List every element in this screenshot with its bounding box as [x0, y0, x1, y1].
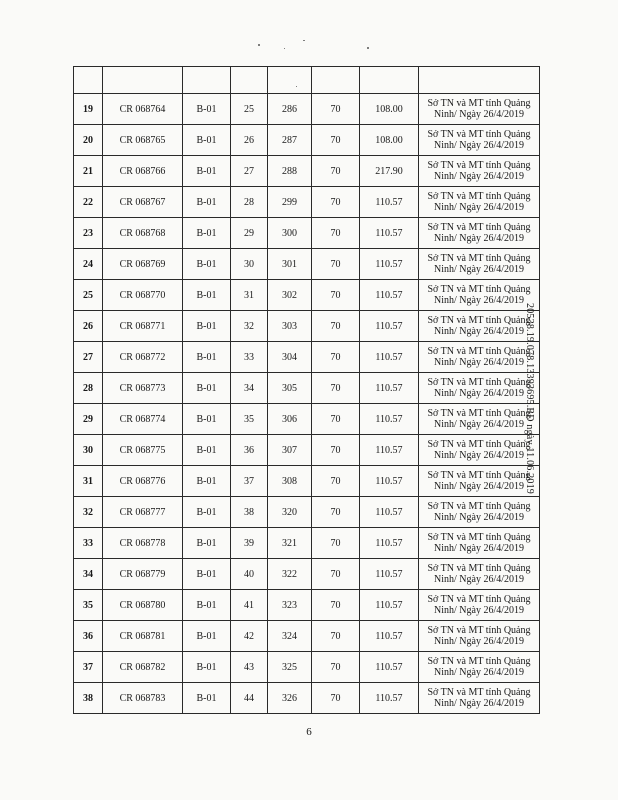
parcel-number-cell: 44 [231, 683, 268, 714]
entry-number-cell: 320 [268, 497, 312, 528]
area-cell: 110.57 [360, 404, 419, 435]
map-sheet-cell: B-01 [183, 187, 231, 218]
issuing-authority-cell [419, 621, 540, 652]
table-row [74, 559, 540, 590]
issuing-authority-line: Sở TN và MT tỉnh Quảng [427, 470, 531, 481]
duration-cell: 70 [312, 249, 360, 280]
scan-speck [303, 40, 305, 41]
empty-cell [268, 67, 312, 94]
issuing-authority-line: Ninh/ Ngày 26/4/2019 [434, 450, 524, 461]
map-sheet-cell: B-01 [183, 559, 231, 590]
entry-number-cell: 307 [268, 435, 312, 466]
issuing-authority-cell [419, 528, 540, 559]
area-cell: 110.57 [360, 342, 419, 373]
issuing-authority-line: Sở TN và MT tỉnh Quảng [427, 439, 531, 450]
empty-cell [231, 67, 268, 94]
entry-number-cell: 322 [268, 559, 312, 590]
certificate-serial-cell: CR 068767 [103, 187, 183, 218]
row-number-cell: 19 [74, 94, 103, 125]
entry-number-cell: 326 [268, 683, 312, 714]
table-body [74, 67, 540, 714]
table-row [74, 466, 540, 497]
entry-number-cell: 305 [268, 373, 312, 404]
duration-cell: 70 [312, 373, 360, 404]
entry-number-cell: 287 [268, 125, 312, 156]
map-sheet-cell: B-01 [183, 311, 231, 342]
table-row [74, 590, 540, 621]
certificate-serial-cell: CR 068777 [103, 497, 183, 528]
area-cell: 110.57 [360, 683, 419, 714]
issuing-authority-line: Ninh/ Ngày 26/4/2019 [434, 233, 524, 244]
duration-cell: 70 [312, 280, 360, 311]
parcel-number-cell: 43 [231, 652, 268, 683]
row-number-cell: 38 [74, 683, 103, 714]
entry-number-cell: 299 [268, 187, 312, 218]
land-certificate-table [73, 66, 540, 714]
issuing-authority-line: Ninh/ Ngày 26/4/2019 [434, 171, 524, 182]
parcel-number-cell: 42 [231, 621, 268, 652]
parcel-number-cell: 41 [231, 590, 268, 621]
table-row [74, 621, 540, 652]
duration-cell: 70 [312, 497, 360, 528]
map-sheet-cell: B-01 [183, 652, 231, 683]
issuing-authority-line: Sở TN và MT tỉnh Quảng [427, 532, 531, 543]
area-cell: 110.57 [360, 187, 419, 218]
table-row [74, 156, 540, 187]
vertical-registration-stamp [519, 284, 539, 512]
scan-speck [258, 44, 260, 46]
map-sheet-cell: B-01 [183, 125, 231, 156]
certificate-serial-cell: CR 068764 [103, 94, 183, 125]
issuing-authority-line: Ninh/ Ngày 26/4/2019 [434, 388, 524, 399]
entry-number-cell: 303 [268, 311, 312, 342]
row-number-cell: 37 [74, 652, 103, 683]
map-sheet-cell: B-01 [183, 683, 231, 714]
issuing-authority-line: Sở TN và MT tỉnh Quảng [427, 594, 531, 605]
empty-cell [183, 67, 231, 94]
issuing-authority-cell [419, 125, 540, 156]
map-sheet-cell: B-01 [183, 621, 231, 652]
certificate-serial-cell: CR 068774 [103, 404, 183, 435]
map-sheet-cell: B-01 [183, 94, 231, 125]
area-cell: 110.57 [360, 559, 419, 590]
duration-cell: 70 [312, 528, 360, 559]
scan-speck [284, 48, 285, 49]
certificate-serial-cell: CR 068776 [103, 466, 183, 497]
parcel-number-cell: 40 [231, 559, 268, 590]
parcel-number-cell: 38 [231, 497, 268, 528]
map-sheet-cell: B-01 [183, 342, 231, 373]
table-row [74, 311, 540, 342]
map-sheet-cell: B-01 [183, 373, 231, 404]
entry-number-cell: 321 [268, 528, 312, 559]
issuing-authority-line: Sở TN và MT tỉnh Quảng [427, 377, 531, 388]
row-number-cell: 23 [74, 218, 103, 249]
parcel-number-cell: 30 [231, 249, 268, 280]
certificate-serial-cell: CR 068781 [103, 621, 183, 652]
parcel-number-cell: 36 [231, 435, 268, 466]
issuing-authority-cell [419, 249, 540, 280]
issuing-authority-line: Sở TN và MT tỉnh Quảng [427, 253, 531, 264]
issuing-authority-line: Ninh/ Ngày 26/4/2019 [434, 202, 524, 213]
table-row [74, 683, 540, 714]
entry-number-cell: 323 [268, 590, 312, 621]
issuing-authority-line: Ninh/ Ngày 26/4/2019 [434, 109, 524, 120]
empty-cell [74, 67, 103, 94]
table-row [74, 187, 540, 218]
area-cell: 108.00 [360, 125, 419, 156]
duration-cell: 70 [312, 125, 360, 156]
parcel-number-cell: 34 [231, 373, 268, 404]
area-cell: 110.57 [360, 652, 419, 683]
certificate-serial-cell: CR 068782 [103, 652, 183, 683]
issuing-authority-line: Sở TN và MT tỉnh Quảng [427, 129, 531, 140]
row-number-cell: 30 [74, 435, 103, 466]
certificate-serial-cell: CR 068779 [103, 559, 183, 590]
row-number-cell: 35 [74, 590, 103, 621]
duration-cell: 70 [312, 342, 360, 373]
certificate-serial-cell: CR 068771 [103, 311, 183, 342]
issuing-authority-line: Sở TN và MT tỉnh Quảng [427, 408, 531, 419]
area-cell: 110.57 [360, 497, 419, 528]
certificate-serial-cell: CR 068772 [103, 342, 183, 373]
scan-speck [367, 47, 369, 49]
certificate-serial-cell: CR 068775 [103, 435, 183, 466]
issuing-authority-line: Sở TN và MT tỉnh Quảng [427, 563, 531, 574]
entry-number-cell: 308 [268, 466, 312, 497]
area-cell: 110.57 [360, 590, 419, 621]
table-row [74, 94, 540, 125]
parcel-number-cell: 35 [231, 404, 268, 435]
issuing-authority-line: Ninh/ Ngày 26/4/2019 [434, 481, 524, 492]
map-sheet-cell: B-01 [183, 435, 231, 466]
issuing-authority-line: Ninh/ Ngày 26/4/2019 [434, 667, 524, 678]
parcel-number-cell: 25 [231, 94, 268, 125]
area-cell: 110.57 [360, 435, 419, 466]
empty-cell [103, 67, 183, 94]
row-number-cell: 20 [74, 125, 103, 156]
entry-number-cell: 286 [268, 94, 312, 125]
empty-cell [360, 67, 419, 94]
area-cell: 110.57 [360, 311, 419, 342]
map-sheet-cell: B-01 [183, 249, 231, 280]
issuing-authority-cell [419, 187, 540, 218]
certificate-serial-cell: CR 068778 [103, 528, 183, 559]
area-cell: 110.57 [360, 528, 419, 559]
area-cell: 110.57 [360, 249, 419, 280]
area-cell: 110.57 [360, 373, 419, 404]
row-number-cell: 36 [74, 621, 103, 652]
row-number-cell: 21 [74, 156, 103, 187]
row-number-cell: 32 [74, 497, 103, 528]
parcel-number-cell: 28 [231, 187, 268, 218]
issuing-authority-line: Ninh/ Ngày 26/4/2019 [434, 419, 524, 430]
entry-number-cell: 324 [268, 621, 312, 652]
parcel-number-cell: 33 [231, 342, 268, 373]
issuing-authority-cell [419, 590, 540, 621]
parcel-number-cell: 32 [231, 311, 268, 342]
entry-number-cell: 300 [268, 218, 312, 249]
issuing-authority-line: Sở TN và MT tỉnh Quảng [427, 222, 531, 233]
issuing-authority-line: Sở TN và MT tỉnh Quảng [427, 284, 531, 295]
duration-cell: 70 [312, 590, 360, 621]
certificate-serial-cell: CR 068773 [103, 373, 183, 404]
map-sheet-cell: B-01 [183, 497, 231, 528]
issuing-authority-line: Sở TN và MT tỉnh Quảng [427, 656, 531, 667]
map-sheet-cell: B-01 [183, 218, 231, 249]
row-number-cell: 26 [74, 311, 103, 342]
duration-cell: 70 [312, 683, 360, 714]
area-cell: 110.57 [360, 466, 419, 497]
map-sheet-cell: B-01 [183, 466, 231, 497]
row-number-cell: 29 [74, 404, 103, 435]
certificate-serial-cell: CR 068765 [103, 125, 183, 156]
parcel-number-cell: 31 [231, 280, 268, 311]
map-sheet-cell: B-01 [183, 404, 231, 435]
issuing-authority-line: Ninh/ Ngày 26/4/2019 [434, 605, 524, 616]
table-row [74, 249, 540, 280]
issuing-authority-line: Sở TN và MT tỉnh Quảng [427, 315, 531, 326]
table-row [74, 435, 540, 466]
duration-cell: 70 [312, 621, 360, 652]
duration-cell: 70 [312, 187, 360, 218]
area-cell: 217.90 [360, 156, 419, 187]
area-cell: 110.57 [360, 218, 419, 249]
entry-number-cell: 306 [268, 404, 312, 435]
empty-cell [419, 67, 540, 94]
registration-stamp-text: 20538.19.078.13393695.BĐ ngày 11.06.2019 [523, 302, 535, 494]
issuing-authority-line: Sở TN và MT tỉnh Quảng [427, 501, 531, 512]
duration-cell: 70 [312, 435, 360, 466]
entry-number-cell: 325 [268, 652, 312, 683]
certificate-serial-cell: CR 068766 [103, 156, 183, 187]
parcel-number-cell: 29 [231, 218, 268, 249]
issuing-authority-line: Sở TN và MT tỉnh Quảng [427, 98, 531, 109]
table-top-continuation [74, 67, 540, 94]
issuing-authority-cell [419, 683, 540, 714]
parcel-number-cell: 26 [231, 125, 268, 156]
certificate-serial-cell: CR 068783 [103, 683, 183, 714]
empty-cell [312, 67, 360, 94]
duration-cell: 70 [312, 404, 360, 435]
issuing-authority-line: Sở TN và MT tỉnh Quảng [427, 687, 531, 698]
table-row [74, 280, 540, 311]
table-row [74, 528, 540, 559]
parcel-number-cell: 39 [231, 528, 268, 559]
parcel-number-cell: 27 [231, 156, 268, 187]
issuing-authority-line: Ninh/ Ngày 26/4/2019 [434, 636, 524, 647]
table-row [74, 218, 540, 249]
issuing-authority-line: Ninh/ Ngày 26/4/2019 [434, 698, 524, 709]
duration-cell: 70 [312, 559, 360, 590]
row-number-cell: 24 [74, 249, 103, 280]
issuing-authority-line: Ninh/ Ngày 26/4/2019 [434, 543, 524, 554]
row-number-cell: 34 [74, 559, 103, 590]
entry-number-cell: 301 [268, 249, 312, 280]
issuing-authority-line: Sở TN và MT tỉnh Quảng [427, 160, 531, 171]
duration-cell: 70 [312, 156, 360, 187]
issuing-authority-cell [419, 652, 540, 683]
row-number-cell: 27 [74, 342, 103, 373]
table-row [74, 373, 540, 404]
parcel-number-cell: 37 [231, 466, 268, 497]
row-number-cell: 28 [74, 373, 103, 404]
issuing-authority-cell [419, 156, 540, 187]
issuing-authority-cell [419, 559, 540, 590]
entry-number-cell: 288 [268, 156, 312, 187]
issuing-authority-line: Ninh/ Ngày 26/4/2019 [434, 140, 524, 151]
map-sheet-cell: B-01 [183, 528, 231, 559]
duration-cell: 70 [312, 466, 360, 497]
issuing-authority-cell [419, 218, 540, 249]
table-row [74, 652, 540, 683]
duration-cell: 70 [312, 311, 360, 342]
area-cell: 110.57 [360, 280, 419, 311]
map-sheet-cell: B-01 [183, 590, 231, 621]
certificate-serial-cell: CR 068769 [103, 249, 183, 280]
map-sheet-cell: B-01 [183, 156, 231, 187]
page-number: 6 [306, 726, 312, 738]
duration-cell: 70 [312, 218, 360, 249]
map-sheet-cell: B-01 [183, 280, 231, 311]
issuing-authority-line: Ninh/ Ngày 26/4/2019 [434, 264, 524, 275]
issuing-authority-line: Ninh/ Ngày 26/4/2019 [434, 326, 524, 337]
issuing-authority-line: Ninh/ Ngày 26/4/2019 [434, 295, 524, 306]
issuing-authority-line: Ninh/ Ngày 26/4/2019 [434, 512, 524, 523]
certificate-serial-cell: CR 068780 [103, 590, 183, 621]
duration-cell: 70 [312, 652, 360, 683]
issuing-authority-line: Sở TN và MT tỉnh Quảng [427, 346, 531, 357]
issuing-authority-line: Ninh/ Ngày 26/4/2019 [434, 357, 524, 368]
row-number-cell: 22 [74, 187, 103, 218]
table-row [74, 125, 540, 156]
table-row [74, 497, 540, 528]
certificate-serial-cell: CR 068768 [103, 218, 183, 249]
entry-number-cell: 302 [268, 280, 312, 311]
issuing-authority-cell [419, 94, 540, 125]
entry-number-cell: 304 [268, 342, 312, 373]
row-number-cell: 25 [74, 280, 103, 311]
certificate-serial-cell: CR 068770 [103, 280, 183, 311]
row-number-cell: 31 [74, 466, 103, 497]
row-number-cell: 33 [74, 528, 103, 559]
issuing-authority-line: Sở TN và MT tỉnh Quảng [427, 625, 531, 636]
area-cell: 108.00 [360, 94, 419, 125]
table-row [74, 404, 540, 435]
area-cell: 110.57 [360, 621, 419, 652]
duration-cell: 70 [312, 94, 360, 125]
issuing-authority-line: Ninh/ Ngày 26/4/2019 [434, 574, 524, 585]
issuing-authority-line: Sở TN và MT tỉnh Quảng [427, 191, 531, 202]
table-row [74, 342, 540, 373]
